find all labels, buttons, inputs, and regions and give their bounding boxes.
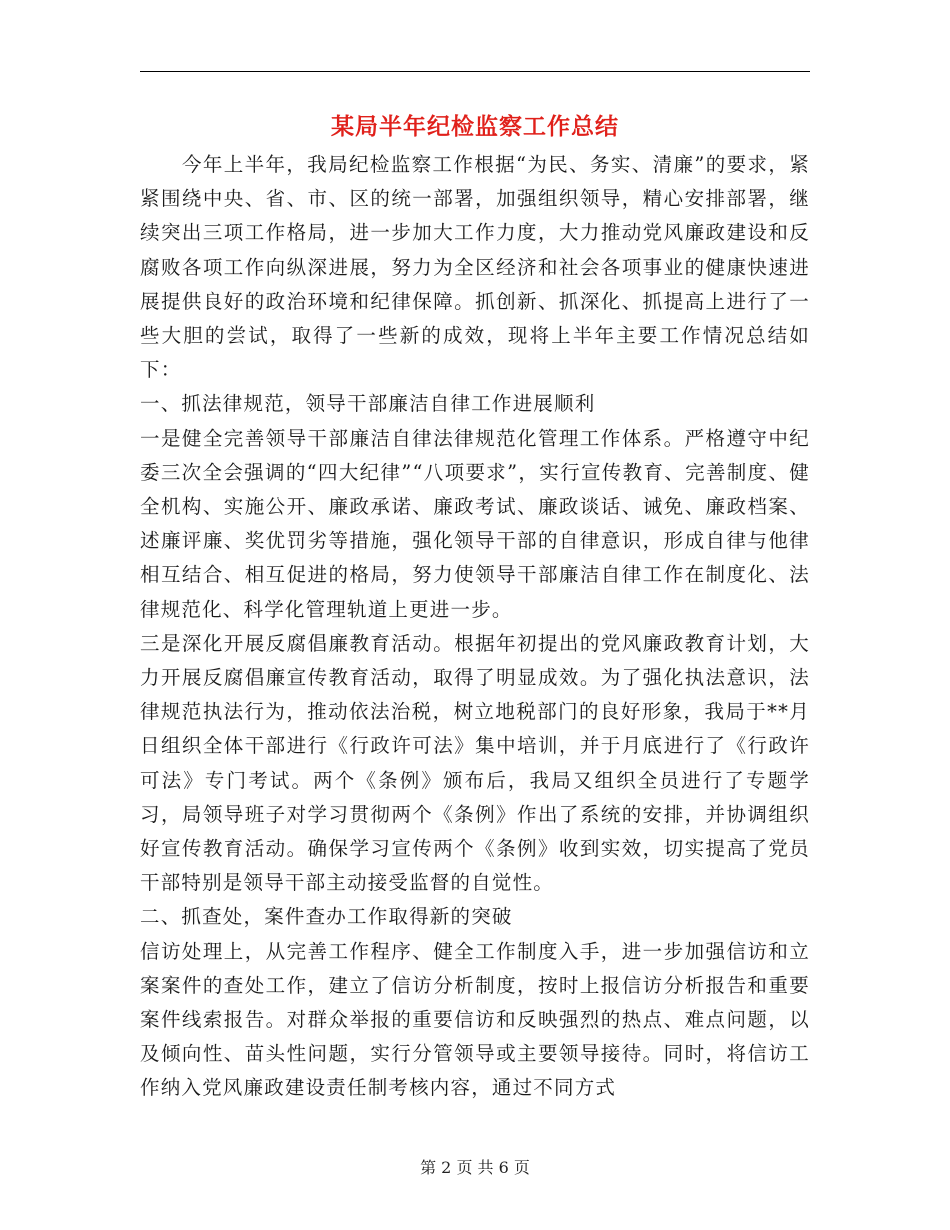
- header-rule: [140, 71, 810, 72]
- section-heading-1: 一、抓法律规范，领导干部廉洁自律工作进展顺利: [140, 392, 596, 416]
- paragraph-petitions: 信访处理上，从完善工作程序、健全工作制度入手，进一步加强信访和立案案件的查处工作，建立了信访分析制度，按时上报信访分析报告和重要案件线索报告。对群众举报的重要信访和反映强烈的热点、难点问题，以及倾向性、苗头性问题，实行分管领导或主要领导接待。同时，将信访工作纳入党风廉政建设责任制考核内容，通过不同方式: [140, 939, 810, 1100]
- paragraph-education: 三是深化开展反腐倡廉教育活动。根据年初提出的党风廉政教育计划，大力开展反腐倡廉宣传教育活动，取得了明显成效。为了强化执法意识，法律规范执法行为，推动依法治税，树立地税部门的良好形象，我局于**月日组织全体干部进行《行政许可法》集中培训，并于月底进行了《行政许可法》专门考试。两个《条例》颁布后，我局又组织全员进行了专题学习，局领导班子对学习贯彻两个《条例》作出了系统的安排，并协调组织好宣传教育活动。确保学习宣传两个《条例》收到实效，切实提高了党员干部特别是领导干部主动接受监督的自觉性。: [140, 631, 810, 895]
- section-heading-2: 二、抓查处，案件查办工作取得新的突破: [140, 905, 513, 929]
- document-title: 某局半年纪检监察工作总结: [331, 113, 619, 140]
- paragraph-self-discipline: 一是健全完善领导干部廉洁自律法律规范化管理工作体系。严格遵守中纪委三次全会强调的“四大纪律”“八项要求”，实行宣传教育、完善制度、健全机构、实施公开、廉政承诺、廉政考试、廉政谈话、诫免、廉政档案、述廉评廉、奖优罚劣等措施，强化领导干部的自律意识，形成自律与他律相互结合、相互促进的格局，努力使领导干部廉洁自律工作在制度化、法律规范化、科学化管理轨道上更进一步。: [140, 426, 810, 621]
- paragraph-intro: 今年上半年，我局纪检监察工作根据“为民、务实、清廉”的要求，紧紧围绕中央、省、市、区的统一部署，加强组织领导，精心安排部署，继续突出三项工作格局，进一步加大工作力度，大力推动党风廉政建设和反腐败各项工作向纵深进展，努力为全区经济和社会各项事业的健康快速进展提供良好的政治环境和纪律保障。抓创新、抓深化、抓提高上进行了一些大胆的尝试，取得了一些新的成效，现将上半年主要工作情况总结如下：: [140, 153, 810, 382]
- document-body: [140, 148, 810, 1106]
- page-number: 第 2 页 共 6 页: [420, 1158, 530, 1177]
